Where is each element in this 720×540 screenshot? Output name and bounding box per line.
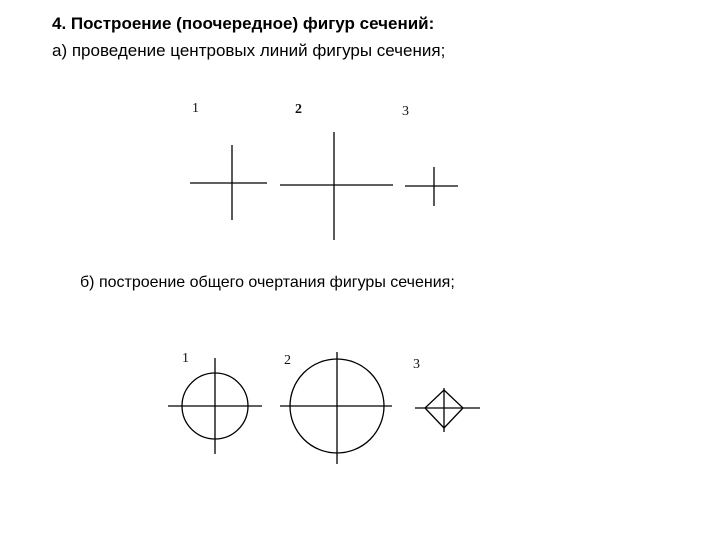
slide-title: 4. Построение (поочередное) фигур сечений: bbox=[52, 14, 435, 33]
item-label-2: 2 bbox=[295, 102, 302, 117]
step-a-caption: а) проведение центровых линий фигуры сечения; bbox=[52, 41, 446, 60]
step-b-caption: б) построение общего очертания фигуры сечения; bbox=[80, 274, 455, 291]
item-label-3: 3 bbox=[402, 104, 409, 119]
outline-label-3: 3 bbox=[413, 357, 420, 372]
outline-item-2-circle bbox=[280, 352, 392, 464]
item-label-1: 1 bbox=[192, 101, 199, 116]
outline-item-3-rhombus bbox=[415, 388, 480, 432]
outline-label-2: 2 bbox=[284, 353, 291, 368]
outline-label-1: 1 bbox=[182, 351, 189, 366]
outline-item-1-circle bbox=[168, 358, 262, 454]
